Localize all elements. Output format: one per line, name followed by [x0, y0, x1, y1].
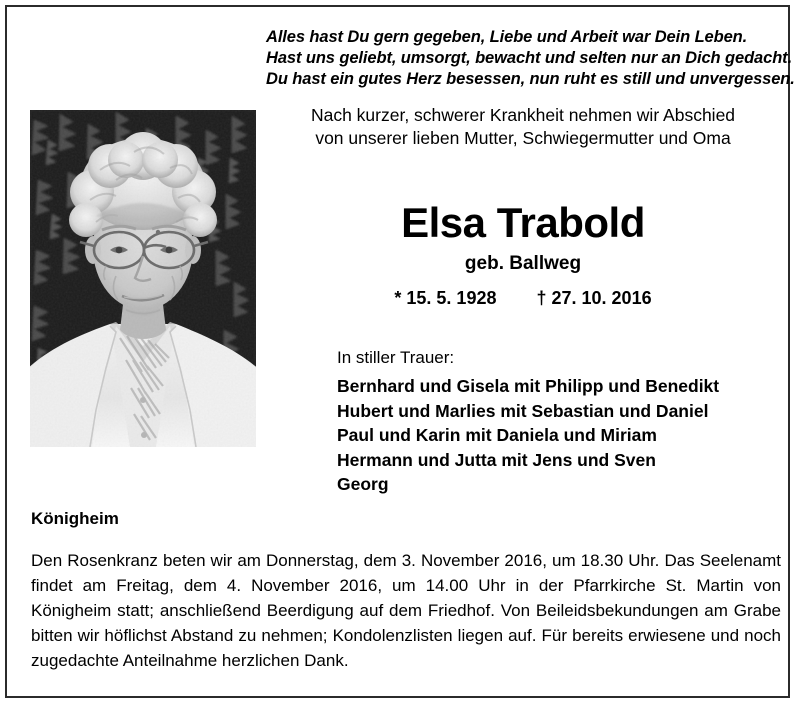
mourners-list — [337, 374, 787, 497]
verse-line-2: Hast uns geliebt, umsorgt, bewacht und selten nur an Dich gedacht. — [266, 49, 793, 67]
mourner-line: Hubert und Marlies mit Sebastian und Daniel — [337, 400, 709, 421]
verse-line-3: Du hast ein gutes Herz besessen, nun ruht es still und unvergessen. — [266, 70, 795, 88]
maiden-name: geb. Ballweg — [464, 253, 582, 274]
place-heading: Königheim — [31, 509, 119, 528]
deceased-name: Elsa Trabold — [401, 199, 645, 246]
portrait-image — [30, 110, 256, 447]
announcement-line-1: Nach kurzer, schwerer Krankheit nehmen wir Abschied — [310, 105, 736, 125]
life-dates: * 15. 5. 1928 † 27. 10. 2016 — [394, 288, 652, 308]
mourner-line: Paul und Karin mit Daniela und Miriam — [337, 425, 657, 445]
mourner-line: Bernhard und Gisela mit Philipp und Benedikt — [337, 376, 720, 396]
mourners-intro: In stiller Trauer: — [337, 348, 455, 367]
mourners-block — [337, 346, 787, 497]
funeral-details-text: Den Rosenkranz beten wir am Donnerstag, dem 3. November 2016, um 18.30 Uhr. Das Seelenamt findet am Freitag, dem 4. November 2016, um 14.00 Uhr in der Pfarrkirche St. Martin von Königheim statt; anschließend Beerdigung auf dem Friedhof. Von Beileidsbekundungen am Grabe bitten wir höflichst Abstand zu nehmen; Kondolenzlisten liegen auf. Für bereits erwiesene und noch zugedachte Anteilnahme herzlichen Dank. — [31, 551, 781, 670]
announcement-line-2: von unserer lieben Mutter, Schwiegermutter und Oma — [315, 128, 731, 148]
mourner-line: Hermann und Jutta mit Jens und Sven — [337, 449, 656, 470]
memorial-verse — [266, 27, 795, 90]
mourner-line: Georg — [337, 474, 389, 494]
deceased-name-block — [262, 200, 784, 310]
deceased-portrait-photo — [30, 110, 256, 447]
announcement-text — [262, 104, 784, 150]
verse-line-1: Alles hast Du gern gegeben, Liebe und Arbeit war Dein Leben. — [266, 28, 748, 46]
